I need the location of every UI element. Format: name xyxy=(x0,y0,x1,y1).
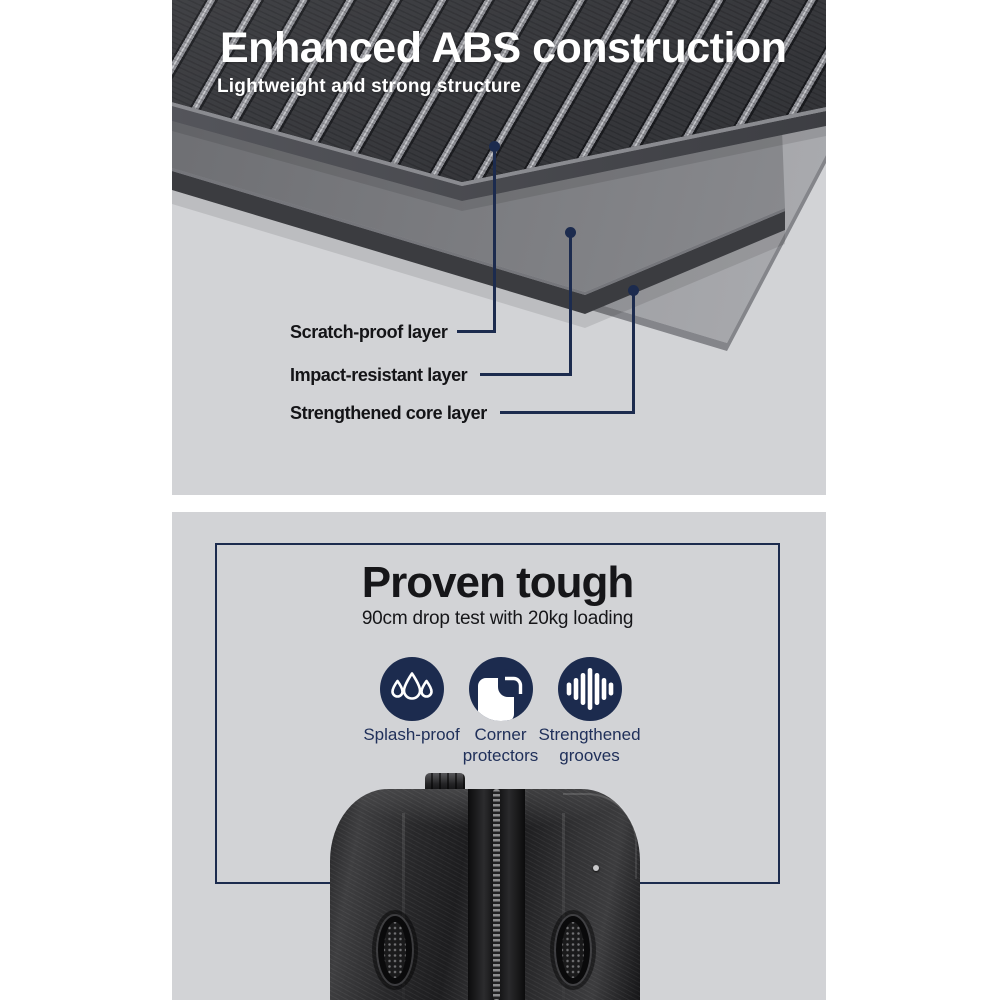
corner-protector-icon xyxy=(469,657,533,721)
feature-label-line2: grooves xyxy=(559,746,620,765)
feature-label: Splash-proof xyxy=(363,725,460,744)
suitcase-zipper-band xyxy=(468,789,525,1000)
feature-strengthened-grooves xyxy=(538,657,641,766)
shell-vent-right xyxy=(556,916,590,984)
layer-label-strengthened-core: Strengthened core layer xyxy=(290,403,487,423)
abs-construction-panel xyxy=(172,0,826,495)
strengthened-grooves-icon xyxy=(558,657,622,721)
feature-label: Strengthened xyxy=(538,725,641,744)
feature-label-line2: protectors xyxy=(462,746,539,765)
callout-connector xyxy=(457,330,496,333)
shell-corner-guard xyxy=(563,793,637,879)
feature-label: Corner xyxy=(474,725,527,744)
callout-line xyxy=(569,232,572,375)
feature-splash-proof xyxy=(363,657,460,766)
panel-title: Enhanced ABS construction xyxy=(220,24,787,72)
callout-line xyxy=(493,146,496,332)
feature-list xyxy=(218,657,783,766)
callout-line xyxy=(632,290,635,413)
proven-tough-panel xyxy=(172,512,826,1000)
panel-subtitle: Lightweight and strong structure xyxy=(217,76,522,97)
water-drops-icon xyxy=(380,657,444,721)
suitcase-photo xyxy=(330,773,640,1000)
layer-label-impact-resistant: Impact-resistant layer xyxy=(290,365,468,385)
callout-connector xyxy=(500,411,635,414)
layer-label-scratch-proof: Scratch-proof layer xyxy=(290,322,448,342)
feature-corner-protectors xyxy=(456,657,545,766)
corner-rivet xyxy=(593,865,599,871)
card-title: Proven tough xyxy=(361,558,634,607)
callout-connector xyxy=(480,373,572,376)
shell-vent-left xyxy=(378,916,412,984)
card-subtitle: 90cm drop test with 20kg loading xyxy=(361,608,634,629)
zipper-teeth xyxy=(493,789,500,1000)
